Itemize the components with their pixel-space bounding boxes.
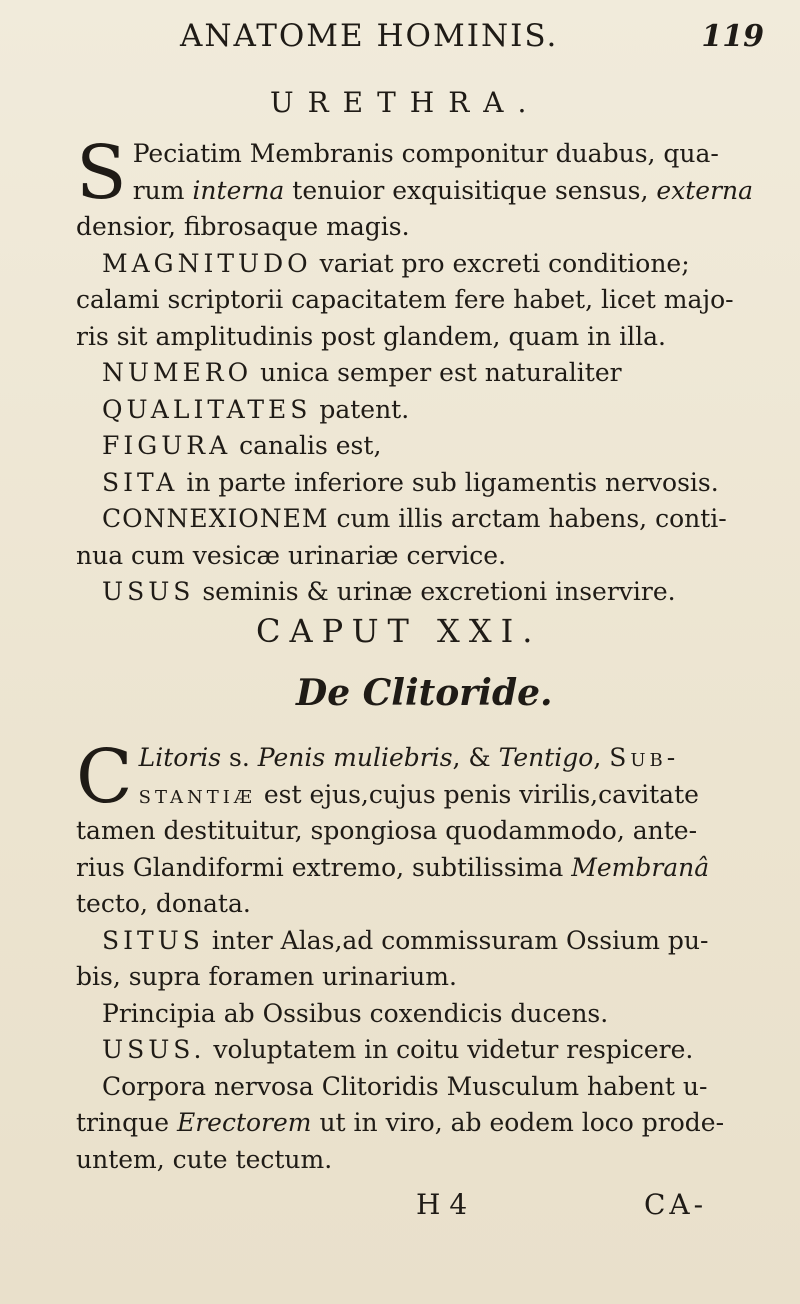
paragraph-line: calami scriptorii capacitatem fere habet, licet majo-: [76, 285, 734, 314]
urethra-text: [76, 130, 760, 611]
paragraph-line: [76, 246, 760, 283]
chapter-subtitle: De Clitoride.: [296, 672, 553, 714]
paragraph-line: [76, 355, 760, 392]
catchword: CA-: [644, 1188, 708, 1221]
signature-mark: H 4: [416, 1188, 468, 1221]
paragraph-line: Principia ab Ossibus coxendicis ducens.: [102, 998, 609, 1028]
paragraph-line: [76, 501, 760, 538]
line-text: cum illis arctam habens, conti-: [328, 504, 727, 533]
lead-word: CONNEXIONEM: [102, 504, 329, 533]
paragraph-line: [76, 923, 760, 960]
lead-word: USUS: [102, 577, 195, 606]
line-text: unica semper est naturaliter: [252, 358, 622, 387]
text-line: rius Glandiformi extremo, subtilissima Membranâ: [76, 852, 710, 882]
lead-word: SITUS: [102, 925, 204, 955]
running-title: ANATOME HOMINIS.: [180, 18, 559, 54]
line-text: patent.: [311, 394, 410, 424]
line-text: in parte inferiore sub ligamentis nervosis.: [178, 467, 719, 497]
lead-word: SITA: [102, 467, 179, 497]
clitoris-text: [76, 734, 760, 1178]
section-heading-urethra: URETHRA.: [270, 86, 541, 119]
lead-word: NUMERO: [102, 358, 253, 387]
paragraph-line: nua cum vesicæ urinariæ cervice.: [76, 540, 507, 570]
paragraph-line: bis, supra foramen urinarium.: [76, 962, 457, 991]
text-line: tecto, donata.: [76, 889, 251, 918]
page-footer: [0, 1188, 800, 1228]
lead-word: MAGNITUDO: [102, 248, 312, 278]
page-number: 119: [701, 19, 764, 54]
dropcap-s: S: [76, 130, 127, 216]
lead-word: QUALITATES: [102, 394, 312, 424]
paragraph-line: Corpora nervosa Clitoridis Musculum habent u-: [102, 1071, 708, 1101]
text-line: Peciatim Membranis componitur duabus, qua-: [132, 139, 719, 168]
line-text: seminis & urinæ excretioni inservire.: [194, 577, 676, 606]
line-text: canalis est,: [231, 431, 382, 460]
paragraph-line: untem, cute tectum.: [76, 1144, 333, 1174]
line-text: inter Alas,ad commissuram Ossium pu-: [203, 925, 709, 955]
running-head: [180, 18, 764, 54]
text-line: stantiæ est ejus,cujus penis virilis,cavitate: [138, 779, 699, 809]
paragraph-line: ris sit amplitudinis post glandem, quam in illa.: [76, 321, 666, 351]
text-line: Litoris s. Penis muliebris, & Tentigo, Sub-: [138, 743, 680, 772]
paragraph-line: [76, 465, 760, 502]
dropcap-c: C: [76, 734, 133, 820]
paragraph-line: [76, 428, 760, 465]
paragraph-line: [76, 392, 760, 429]
paragraph-line: [76, 574, 760, 611]
paragraph-line: trinque Erectorem ut in viro, ab eodem loco prode-: [76, 1108, 725, 1137]
text-line: densior, fibrosaque magis.: [76, 212, 410, 241]
line-text: voluptatem in coitu videtur respicere.: [205, 1035, 694, 1064]
chapter-heading: CAPUT XXI.: [256, 612, 542, 650]
text-line: tamen destituitur, spongiosa quodammodo, ante-: [76, 816, 698, 845]
line-text: variat pro excreti conditione;: [311, 248, 690, 278]
text-line: rum interna tenuior exquisitique sensus, externa: [132, 175, 754, 205]
lead-word: FIGURA: [102, 431, 232, 460]
lead-word: USUS.: [102, 1035, 206, 1064]
paragraph-line: [76, 1032, 760, 1069]
